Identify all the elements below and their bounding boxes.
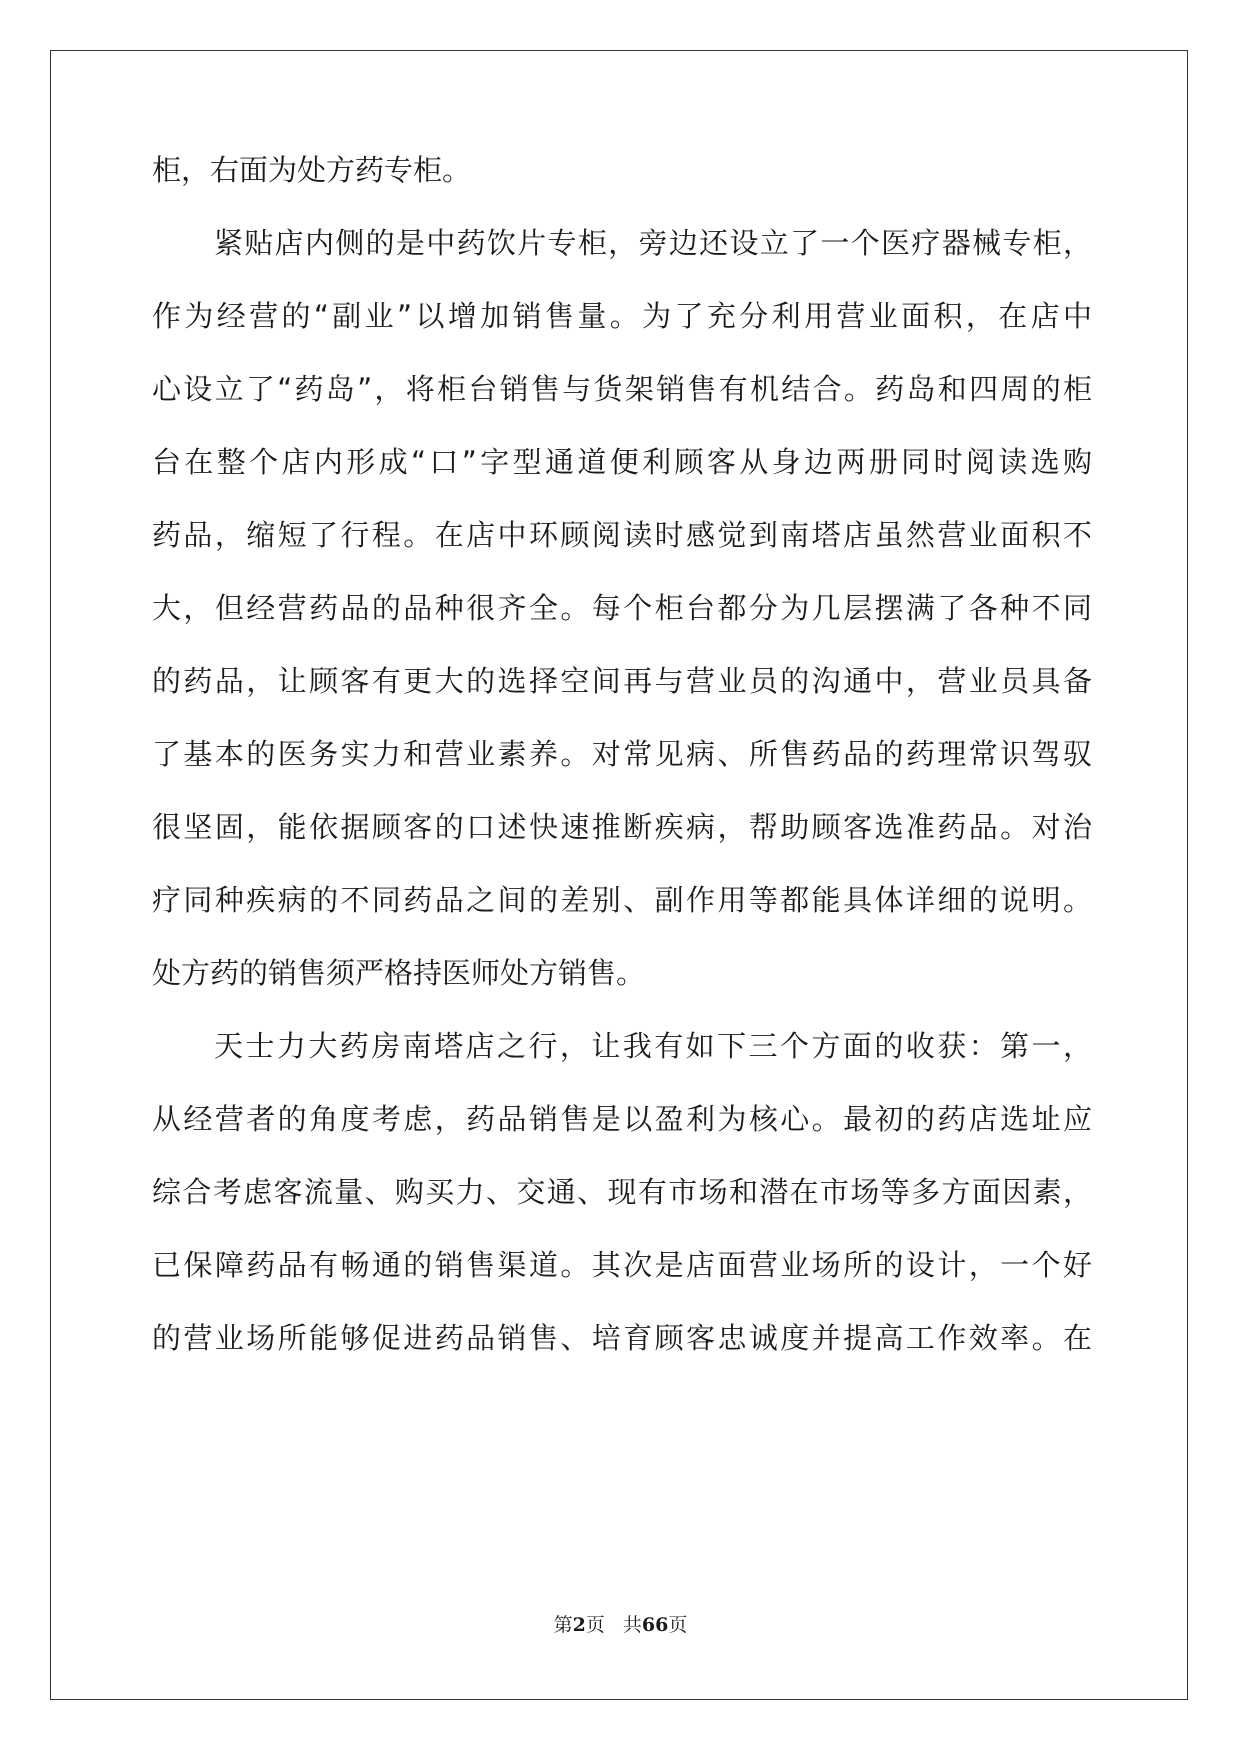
body-line: 很坚固，能依据顾客的口述快速推断疾病，帮助顾客选准药品。对治	[152, 810, 1092, 844]
body-line: 了基本的医务实力和营业素养。对常见病、所售药品的药理常识驾驭	[152, 737, 1092, 771]
page-suffix: 页	[585, 1614, 605, 1636]
total-suffix: 页	[668, 1614, 688, 1636]
page-number: 2	[572, 1614, 586, 1636]
body-line: 的药品，让顾客有更大的选择空间再与营业员的沟通中，营业员具备	[152, 664, 1092, 698]
body-line: 已保障药品有畅通的销售渠道。其次是店面营业场所的设计，一个好	[152, 1248, 1092, 1282]
body-line: 大，但经营药品的品种很齐全。每个柜台都分为几层摆满了各种不同	[152, 591, 1092, 625]
body-line: 的营业场所能够促进药品销售、培育顾客忠诚度并提高工作效率。在	[152, 1321, 1092, 1355]
body-line: 作为经营的“副业”以增加销售量。为了充分利用营业面积，在店中	[152, 299, 1092, 333]
body-line: 紧贴店内侧的是中药饮片专柜，旁边还设立了一个医疗器械专柜，	[214, 226, 1092, 260]
total-pages: 66	[641, 1614, 669, 1636]
body-line: 台在整个店内形成“口”字型通道便利顾客从身边两册同时阅读选购	[152, 445, 1092, 479]
total-prefix: 共	[622, 1614, 642, 1636]
page-prefix: 第	[553, 1614, 573, 1636]
body-line: 从经营者的角度考虑，药品销售是以盈利为核心。最初的药店选址应	[152, 1102, 1092, 1136]
body-line: 药品，缩短了行程。在店中环顾阅读时感觉到南塔店虽然营业面积不	[152, 518, 1092, 552]
body-line: 综合考虑客流量、购买力、交通、现有市场和潜在市场等多方面因素，	[152, 1175, 1092, 1209]
body-line: 柜，右面为处方药专柜。	[152, 153, 472, 187]
body-line: 心设立了“药岛”，将柜台销售与货架销售有机结合。药岛和四周的柜	[152, 372, 1092, 406]
page-footer	[0, 1613, 1241, 1637]
body-line: 天士力大药房南塔店之行，让我有如下三个方面的收获：第一，	[214, 1029, 1092, 1063]
body-line: 疗同种疾病的不同药品之间的差别、副作用等都能具体详细的说明。	[152, 883, 1092, 917]
body-line: 处方药的销售须严格持医师处方销售。	[152, 956, 646, 990]
